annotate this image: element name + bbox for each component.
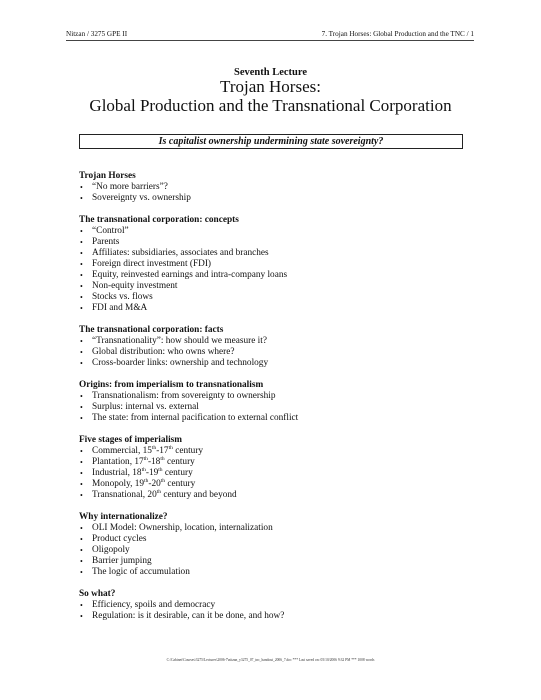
section-so-what [79, 589, 469, 622]
header-left: Nitzan / 3275 GPE II [66, 30, 128, 38]
page-header [66, 30, 474, 41]
bullet-icon: • [80, 535, 83, 544]
section-title: Five stages of imperialism [79, 435, 183, 445]
list-item: • Regulation: is it desirable, can it be done, and how? [80, 611, 285, 621]
bullet-icon: • [80, 568, 83, 577]
bullet-icon: • [80, 480, 83, 489]
bullet-icon: • [80, 458, 83, 467]
list-item: • Plantation, 17th-18th century [80, 455, 195, 467]
list-item: • Efficiency, spoils and democracy [80, 600, 216, 610]
bullet-icon: • [80, 546, 83, 555]
key-question-box: Is capitalist ownership undermining state sovereignty? [79, 134, 463, 149]
section-tnc-facts [79, 325, 469, 369]
list-item: • Industrial, 18th-19th century [80, 466, 193, 478]
lecture-title-line1: Trojan Horses: [220, 77, 321, 96]
header-right: 7. Trojan Horses: Global Production and the TNC / 1 [321, 30, 474, 38]
section-title: Trojan Horses [79, 171, 136, 181]
bullet-icon: • [80, 359, 83, 368]
bullet-icon: • [80, 337, 83, 346]
list-item: • FDI and M&A [80, 303, 148, 313]
list-item: • Equity, reinvested earnings and intra-company loans [80, 270, 288, 280]
bullet-icon: • [80, 403, 83, 412]
bullet-icon: • [80, 282, 83, 291]
bullet-icon: • [80, 447, 83, 456]
section-title: Why internationalize? [79, 512, 168, 522]
outline-content [79, 171, 469, 633]
list-item: • OLI Model: Ownership, location, internalization [80, 523, 273, 533]
bullet-icon: • [80, 612, 83, 621]
list-item: • The logic of accumulation [80, 567, 190, 577]
bullet-icon: • [80, 271, 83, 280]
list-item: • Stocks vs. flows [80, 292, 153, 302]
bullet-icon: • [80, 194, 83, 203]
list-item: • “Transnationality”: how should we measure it? [80, 336, 267, 346]
list-item: • Sovereignty vs. ownership [80, 193, 191, 203]
section-why-internationalize [79, 512, 469, 578]
list-item: • Commercial, 15th-17th century [80, 444, 204, 456]
bullet-icon: • [80, 557, 83, 566]
bullet-icon: • [80, 414, 83, 423]
list-item: • Product cycles [80, 534, 147, 544]
bullet-icon: • [80, 293, 83, 302]
list-item: • Transnationalism: from sovereignty to ownership [80, 391, 276, 401]
bullet-icon: • [80, 249, 83, 258]
section-title: The transnational corporation: concepts [79, 215, 239, 225]
section-tnc-concepts [79, 215, 469, 314]
list-item: • “No more barriers”? [80, 182, 168, 192]
lecture-number: Seventh Lecture [233, 67, 307, 78]
bullet-icon: • [80, 601, 83, 610]
list-item: • Foreign direct investment (FDI) [80, 259, 212, 269]
bullet-icon: • [80, 348, 83, 357]
list-item: • “Control” [80, 226, 129, 236]
bullet-icon: • [80, 469, 83, 478]
list-item: • Global distribution: who owns where? [80, 347, 235, 357]
bullet-icon: • [80, 260, 83, 269]
bullet-icon: • [80, 227, 83, 236]
list-item: • Surplus: internal vs. external [80, 402, 199, 412]
list-item: • Monopoly, 19th-20th century [80, 477, 196, 489]
list-item: • Affiliates: subsidiaries, associates and branches [80, 248, 269, 258]
bullet-icon: • [80, 304, 83, 313]
lecture-title-line2: Global Production and the Transnational Corporation [89, 96, 452, 115]
list-item: • Non-equity investment [80, 281, 178, 291]
bullet-icon: • [80, 392, 83, 401]
bullet-icon: • [80, 238, 83, 247]
section-trojan-horses [79, 171, 469, 204]
list-item: • Transnational, 20th century and beyond [80, 488, 237, 500]
list-item: • Barrier jumping [80, 556, 152, 566]
bullet-icon: • [80, 183, 83, 192]
section-origins [79, 380, 469, 424]
bullet-icon: • [80, 524, 83, 533]
page-footer: C:\Cabinet\Courses\3275\Lectures\2006-7\nitzan_y3275_07_tnc_handout_2006_7.doc *** Last saved on: 05/10/2006 9:32 PM *** 1008 words [166, 658, 375, 662]
section-five-stages [79, 435, 469, 501]
section-title: The transnational corporation: facts [79, 325, 224, 335]
bullet-icon: • [80, 491, 83, 500]
list-item: • The state: from internal pacification to external conflict [80, 413, 299, 423]
section-title: So what? [79, 589, 116, 599]
list-item: • Oligopoly [80, 545, 130, 555]
list-item: • Cross-boarder links: ownership and technology [80, 358, 269, 368]
section-title: Origins: from imperialism to transnationalism [79, 380, 264, 390]
list-item: • Parents [80, 237, 120, 247]
